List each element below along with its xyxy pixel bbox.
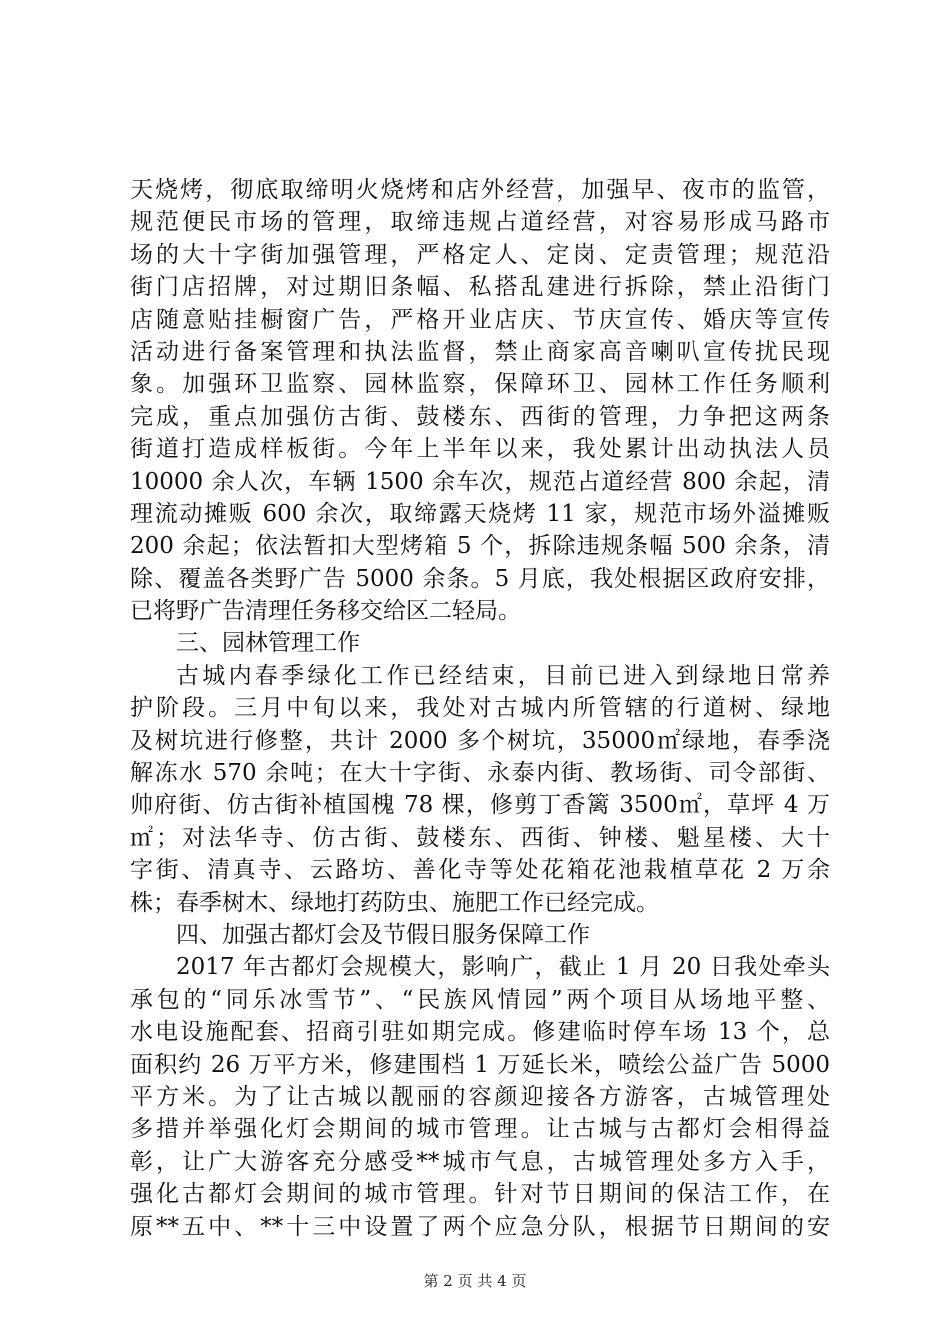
text-line: 象。加强环卫监察、园林监察，保障环卫、园林工作任务顺利 — [130, 371, 830, 398]
text-line: 多措并举强化灯会期间的城市管理。让古城与古都灯会相得益 — [130, 1116, 830, 1143]
text-line: 理流动摊贩 600 余次，取缔露天烧烤 11 家，规范市场外溢摊贩 — [130, 500, 830, 527]
text-line: 强化古都灯会期间的城市管理。针对节日期间的保洁工作，在 — [130, 1181, 830, 1208]
text-line: 平方米。为了让古城以靓丽的容颜迎接各方游客，古城管理处 — [130, 1083, 830, 1110]
text-line: 承包的“同乐冰雪节”、“民族风情园”两个项目从场地平整、 — [130, 986, 830, 1013]
text-line: 200 余起；依法暂扣大型烤箱 5 个，拆除违规条幅 500 余条，清 — [130, 533, 830, 560]
text-line: 面积约 26 万平方米，修建围档 1 万延长米，喷绘公益广告 5000 — [130, 1051, 830, 1078]
text-line: 2017 年古都灯会规模大，影响广，截止 1 月 20 日我处牵头 — [176, 954, 830, 981]
text-line: 水电设施配套、招商引驻如期完成。修建临时停车场 13 个，总 — [130, 1019, 830, 1046]
text-line: 护阶段。三月中旬以来，我处对古城内所管辖的行道树、绿地 — [130, 695, 830, 722]
text-line: 活动进行备案管理和执法监督，禁止商家高音喇叭宣传扰民现 — [130, 338, 830, 365]
text-line: 店随意贴挂橱窗广告，严格开业店庆、节庆宣传、婚庆等宣传 — [130, 306, 830, 333]
text-line: 完成，重点加强仿古街、鼓楼东、西街的管理，力争把这两条 — [130, 403, 830, 430]
text-line: 天烧烤，彻底取缔明火烧烤和店外经营，加强早、夜市的监管， — [130, 177, 830, 203]
text-line: 株；春季树木、绿地打药防虫、施肥工作已经完成。 — [130, 889, 659, 916]
text-line: 原**五中、**十三中设置了两个应急分队，根据节日期间的安 — [130, 1213, 830, 1240]
page-footer — [0, 1270, 950, 1291]
text-line: 10000 余人次，车辆 1500 余车次，规范占道经营 800 余起，清 — [130, 468, 830, 495]
text-line: 四、加强古都灯会及节假日服务保障工作 — [176, 921, 590, 948]
text-line: 三、园林管理工作 — [176, 630, 360, 657]
text-line: 除、覆盖各类野广告 5000 余条。5 月底，我处根据区政府安排， — [130, 565, 830, 592]
text-line: ㎡；对法华寺、仿古街、鼓楼东、西街、钟楼、魁星楼、大十 — [130, 824, 830, 851]
text-line: 街门店招牌，对过期旧条幅、私搭乱建进行拆除，禁止沿街门 — [130, 274, 830, 301]
text-line: 及树坑进行修整，共计 2000 多个树坑，35000㎡绿地，春季浇 — [130, 727, 830, 754]
text-line: 彰，让广大游客充分感受**城市气息，古城管理处多方入手， — [130, 1148, 830, 1175]
page-number-label: 第 2 页 共 4 页 — [423, 1272, 527, 1290]
text-line: 已将野广告清理任务移交给区二轻局。 — [130, 598, 521, 625]
document-body — [130, 174, 830, 1243]
text-line: 场的大十字街加强管理，严格定人、定岗、定责管理；规范沿 — [130, 241, 830, 268]
text-line: 字街、清真寺、云路坊、善化寺等处花箱花池栽植草花 2 万余 — [130, 857, 830, 884]
text-line: 街道打造成样板街。今年上半年以来，我处累计出动执法人员 — [130, 436, 830, 463]
text-line: 帅府街、仿古街补植国槐 78 棵，修剪丁香篱 3500㎡，草坪 4 万 — [130, 792, 830, 819]
text-line: 规范便民市场的管理，取缔违规占道经营，对容易形成马路市 — [130, 209, 830, 236]
text-line: 解冻水 570 余吨；在大十字街、永泰内街、教场街、司令部街、 — [130, 760, 830, 787]
text-line: 古城内春季绿化工作已经结束，目前已进入到绿地日常养 — [176, 662, 830, 689]
